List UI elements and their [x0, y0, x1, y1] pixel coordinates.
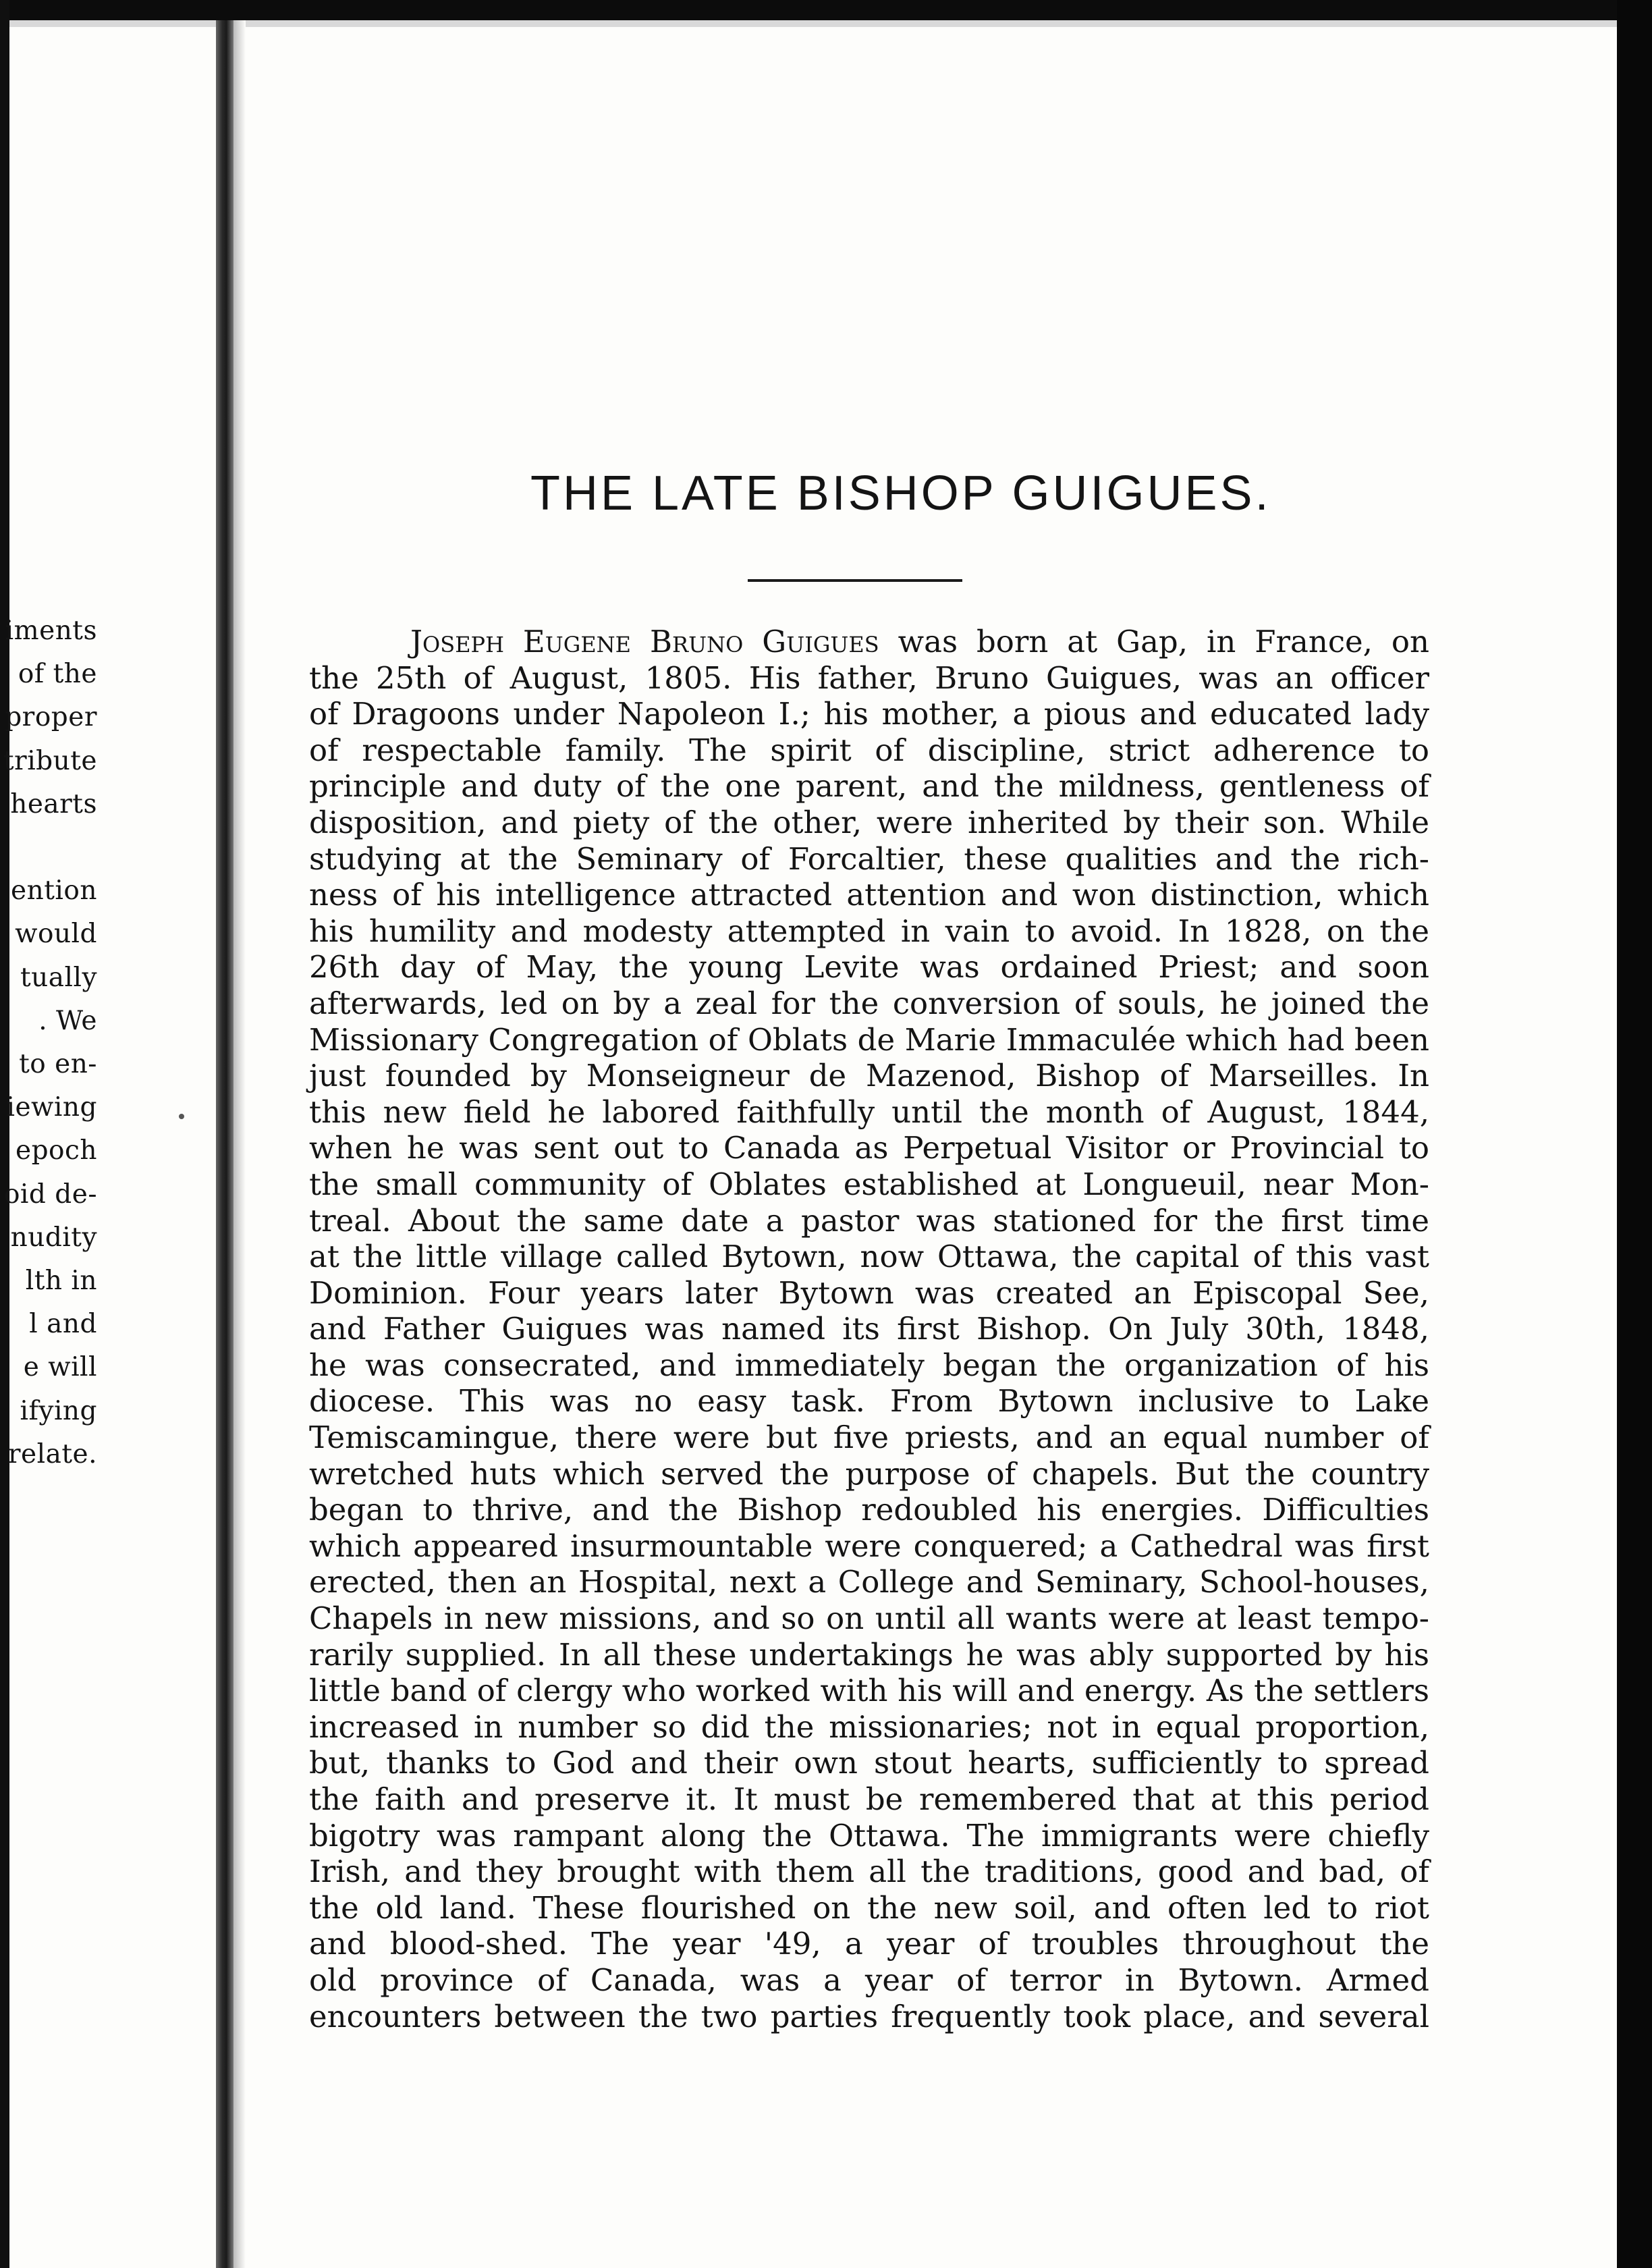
article-line: the small community of Oblates established at Longueuil, near Mon- [309, 1166, 1429, 1202]
facing-page-fragment [0, 0, 216, 2268]
article-line: he was consecrated, and immediately began the organization of his [309, 1347, 1429, 1383]
facing-page-line: . We [38, 1005, 97, 1036]
lead-name: Joseph Eugene Bruno Guigues [410, 624, 879, 659]
article-line: Chapels in new missions, and so on until all wants were at least tempo- [309, 1600, 1429, 1637]
article-line: this new field he labored faithfully until the month of August, 1844, [309, 1094, 1429, 1130]
article-line: and Father Guigues was named its first Bishop. On July 30th, 1848, [309, 1311, 1429, 1347]
article-line: when he was sent out to Canada as Perpetual Visitor or Provincial to [309, 1130, 1429, 1166]
article-line: little band of clergy who worked with his will and energy. As the settlers [309, 1673, 1429, 1709]
facing-page-line: l and [29, 1309, 97, 1340]
article-line: the old land. These flourished on the new soil, and often led to riot [309, 1889, 1429, 1926]
article-line: bigotry was rampant along the Ottawa. The immigrants were chiefly [309, 1817, 1429, 1854]
article-line: just founded by Monseigneur de Mazenod, Bishop of Marseilles. In [309, 1058, 1429, 1094]
article-line: of Dragoons under Napoleon I.; his mother, a pious and educated lady [309, 696, 1429, 732]
article-line: of respectable family. The spirit of discipline, strict adherence to [309, 732, 1429, 768]
article-line: old province of Canada, was a year of terror in Bytown. Armed [309, 1962, 1429, 1998]
article-line: his humility and modesty attempted in vain to avoid. In 1828, on the [309, 913, 1429, 949]
article-line: afterwards, led on by a zeal for the conversion of souls, he joined the [309, 985, 1429, 1021]
article-line: but, thanks to God and their own stout hearts, sufficiently to spread [309, 1745, 1429, 1781]
facing-page-line: proper [5, 702, 97, 733]
article-line: and blood-shed. The year '49, a year of troubles throughout the [309, 1926, 1429, 1962]
facing-page-line: epoch [16, 1135, 97, 1166]
article-line-text: was born at Gap, in France, on [879, 624, 1429, 659]
facing-page-line: e will [23, 1352, 97, 1383]
scan-right-border [1617, 0, 1652, 2268]
facing-page-line: nudity [10, 1222, 97, 1253]
facing-page-line: of the [18, 659, 97, 690]
facing-page-line: relate. [7, 1438, 97, 1469]
book-gutter [216, 20, 233, 2268]
article-line: rarily supplied. In all these undertakings he was ably supported by his [309, 1636, 1429, 1673]
article-line: the faith and preserve it. It must be remembered that at this period [309, 1781, 1429, 1817]
article-line: studying at the Seminary of Forcaltier, these qualities and the rich- [309, 840, 1429, 877]
facing-page-line: iments [5, 616, 97, 646]
gutter-shadow [233, 20, 246, 2268]
facing-page-line: ention [11, 875, 97, 907]
scan-top-border [0, 0, 1652, 20]
article-line: Irish, and they brought with them all the traditions, good and bad, of [309, 1854, 1429, 1890]
article-line: began to thrive, and the Bishop redoubled his energies. Difficulties [309, 1492, 1429, 1528]
facing-page-line: iewing [6, 1092, 97, 1123]
article-line [309, 624, 1429, 660]
title-rule [748, 579, 962, 582]
article-line: treal. About the same date a pastor was stationed for the first time [309, 1202, 1429, 1239]
article-line: encounters between the two parties frequently took place, and several [309, 1998, 1429, 2034]
facing-page-line: to en- [19, 1049, 97, 1079]
article-body [309, 624, 1429, 2034]
ink-speck [179, 1114, 184, 1119]
article-line: principle and duty of the one parent, and the mildness, gentleness of [309, 768, 1429, 805]
article-title: THE LATE BISHOP GUIGUES. [530, 466, 1271, 520]
article-line: Missionary Congregation of Oblats de Marie Immaculée which had been [309, 1021, 1429, 1058]
facing-page-line: would [15, 919, 97, 950]
facing-page-line: tually [20, 962, 97, 993]
article-line: disposition, and piety of the other, were inherited by their son. While [309, 804, 1429, 840]
article-line: Temiscamingue, there were but five priests, and an equal number of [309, 1420, 1429, 1456]
article-line: which appeared insurmountable were conquered; a Cathedral was first [309, 1528, 1429, 1564]
facing-page-line: tribute [3, 745, 97, 776]
article-line: Dominion. Four years later Bytown was created an Episcopal See, [309, 1274, 1429, 1311]
facing-page-line: hearts [10, 788, 97, 819]
facing-page-line: ifying [20, 1395, 97, 1426]
scan-top-border-light [0, 20, 1652, 27]
article-line: at the little village called Bytown, now Ottawa, the capital of this vast [309, 1239, 1429, 1275]
facing-page-line: oid de- [3, 1179, 97, 1210]
article-line: 26th day of May, the young Levite was ordained Priest; and soon [309, 949, 1429, 986]
facing-page-line: lth in [25, 1266, 97, 1296]
article-line: erected, then an Hospital, next a College and Seminary, School-houses, [309, 1564, 1429, 1600]
article-line: ness of his intelligence attracted attention and won distinction, which [309, 877, 1429, 913]
article-line: the 25th of August, 1805. His father, Bruno Guigues, was an officer [309, 659, 1429, 696]
article-line: increased in number so did the missionaries; not in equal proportion, [309, 1708, 1429, 1745]
article-line: diocese. This was no easy task. From Bytown inclusive to Lake [309, 1383, 1429, 1420]
article-line: wretched huts which served the purpose of chapels. But the country [309, 1455, 1429, 1492]
